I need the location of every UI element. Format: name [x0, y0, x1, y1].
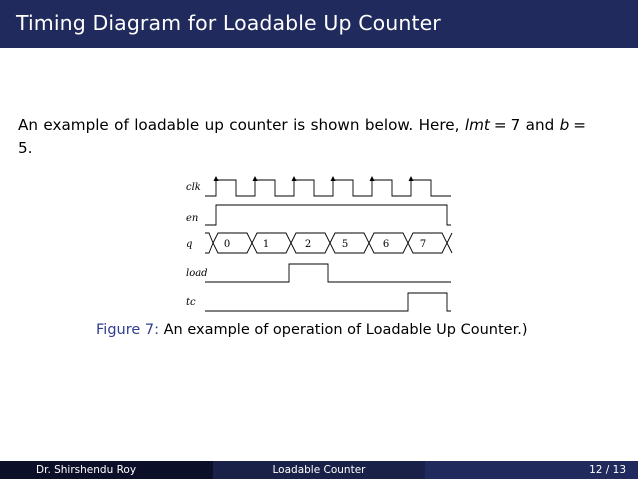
intro-paragraph: [18, 114, 590, 160]
slide-header: [0, 0, 638, 48]
q-value: 0: [223, 239, 231, 250]
arrow-up-icon: [409, 176, 414, 181]
en-waveform: [205, 205, 451, 225]
slide-title: Timing Diagram for Loadable Up Counter: [16, 11, 441, 35]
clk-waveform: [205, 180, 451, 196]
q-value: 7: [419, 239, 427, 250]
q-value: 6: [382, 239, 390, 250]
equals-sign: =: [573, 116, 587, 134]
arrow-up-icon: [214, 176, 219, 181]
timing-diagram: [0, 170, 638, 315]
q-value: 5: [341, 239, 349, 250]
arrow-up-icon: [292, 176, 297, 181]
signal-label-tc: tc: [186, 297, 196, 308]
signal-label-en: en: [186, 213, 199, 224]
footer-author: Dr. Shirshendu Roy: [0, 461, 213, 479]
figure-number: Figure 7:: [96, 322, 159, 338]
footer-title: Loadable Counter: [213, 461, 425, 479]
var-b: b: [559, 116, 570, 134]
footer-page-number: 12 / 13: [425, 461, 638, 479]
figure-caption-text: An example of operation of Loadable Up Counter.): [163, 322, 528, 338]
b-value: 5.: [18, 139, 33, 157]
signal-label-clk: clk: [186, 182, 201, 193]
arrow-up-icon: [370, 176, 375, 181]
tc-waveform: [205, 293, 451, 311]
arrow-up-icon: [331, 176, 336, 181]
signal-label-q: q: [186, 239, 193, 250]
load-waveform: [205, 264, 451, 282]
lmt-value: 7 and: [510, 116, 555, 134]
equals-sign: =: [493, 116, 507, 134]
arrow-up-icon: [253, 176, 258, 181]
figure-caption: [96, 322, 527, 338]
intro-text: An example of loadable up counter is shown below. Here,: [18, 116, 460, 134]
q-value: 1: [262, 239, 270, 250]
q-value: 2: [304, 239, 312, 250]
var-lmt: lmt: [464, 116, 490, 134]
signal-label-load: load: [186, 268, 208, 279]
slide-footer: [0, 461, 638, 479]
q-bus-waveform: [205, 233, 452, 253]
